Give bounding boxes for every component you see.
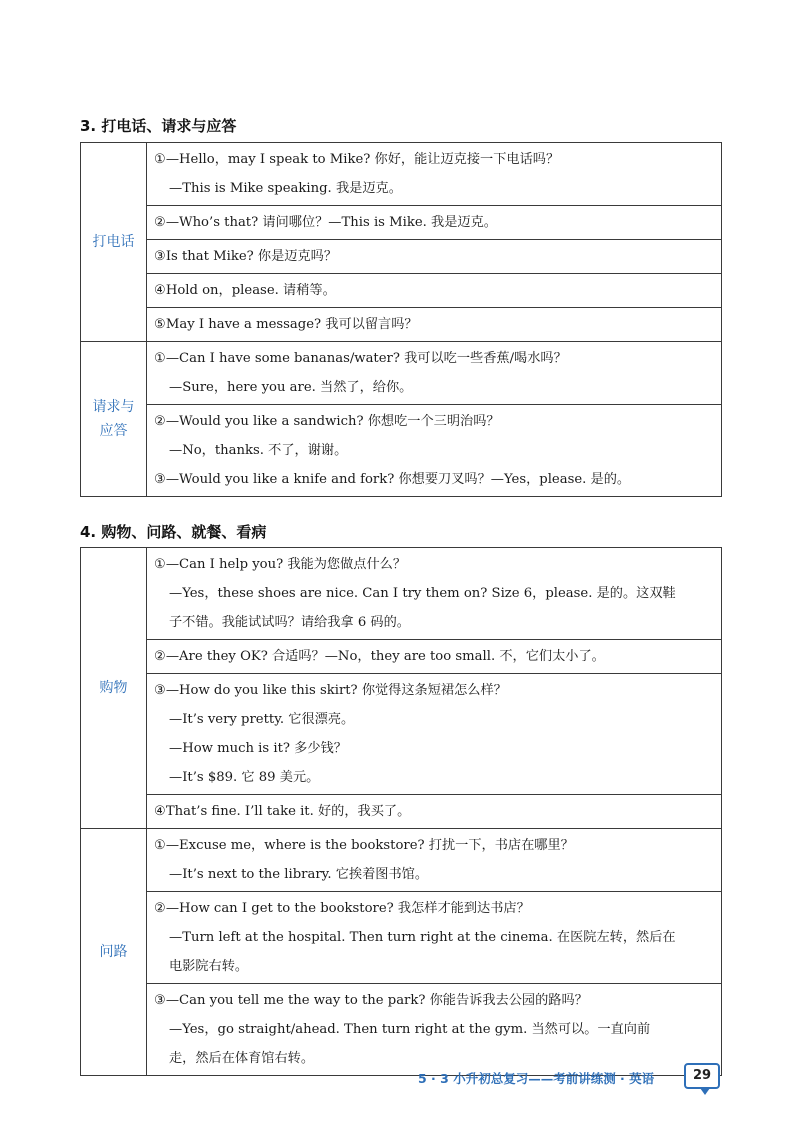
dialogue-line: ①—Can I have some bananas/water? 我可以吃一些香蕉/喝水吗？ (154, 351, 567, 366)
table-row (81, 548, 722, 640)
dialogue-line: ①—Excuse me，where is the bookstore? 打扰一下，书店在哪里？ (154, 838, 574, 853)
table-row (81, 240, 722, 274)
dialogue-line: ②—How can I get to the bookstore? 我怎样才能到达书店？ (154, 901, 530, 916)
category-phone-call: 打电话 (81, 143, 147, 342)
dialogue-line: 子不错。我能试试吗？请给我拿 6 码的。 (169, 615, 410, 630)
table-row (81, 405, 722, 497)
list-item (147, 308, 722, 342)
list-item (147, 405, 722, 497)
dialogue-line: ⑤May I have a message? 我可以留言吗？ (154, 317, 418, 332)
dialogue-line: 走，然后在体育馆右转。 (169, 1051, 315, 1066)
category-shopping: 购物 (81, 548, 147, 829)
dialogue-line: ②—Would you like a sandwich? 你想吃一个三明治吗？ (154, 414, 500, 429)
table-row (81, 795, 722, 829)
list-item (147, 206, 722, 240)
list-item (147, 640, 722, 674)
list-item (147, 795, 722, 829)
dialogue-line: —Yes，go straight/ahead. Then turn right at the gym. 当然可以。一直向前 (169, 1022, 651, 1037)
dialogue-line: —It’s $89. 它 89 美元。 (169, 770, 320, 785)
table-row (81, 640, 722, 674)
dialogue-line: 电影院右转。 (169, 959, 249, 974)
list-item (147, 829, 722, 892)
page-badge-tail (700, 1088, 710, 1095)
section-3-title: 3. 打电话、请求与应答 (80, 117, 237, 135)
section-4-title: 4. 购物、问路、就餐、看病 (80, 523, 267, 541)
list-item (147, 143, 722, 206)
category-request-response (81, 342, 147, 497)
list-item (147, 274, 722, 308)
dialogue-line: ③Is that Mike? 你是迈克吗？ (154, 249, 338, 264)
dialogue-line: ③—Would you like a knife and fork? 你想要刀叉吗？—Yes，please. 是的。 (154, 472, 631, 487)
dialogue-line: —How much is it? 多少钱？ (169, 741, 347, 756)
table-row (81, 308, 722, 342)
list-item (147, 892, 722, 984)
dialogue-line: —Sure，here you are. 当然了，给你。 (169, 380, 413, 395)
table-row (81, 984, 722, 1076)
list-item (147, 342, 722, 405)
table-row (81, 829, 722, 892)
category-label-line: 应答 (99, 423, 128, 439)
dialogue-line: —Turn left at the hospital. Then turn right at the cinema. 在医院左转，然后在 (169, 930, 676, 945)
table-row (81, 892, 722, 984)
table-row (81, 206, 722, 240)
list-item (147, 240, 722, 274)
dialogue-line: —Yes，these shoes are nice. Can I try them on? Size 6，please. 是的。这双鞋 (169, 586, 676, 601)
dialogue-line: —It’s very pretty. 它很漂亮。 (169, 712, 355, 727)
category-label-line: 请求与 (92, 399, 135, 415)
page-number: 29 (684, 1063, 720, 1089)
table-row (81, 342, 722, 405)
dialogue-line: ①—Can I help you? 我能为您做点什么？ (154, 557, 407, 572)
dialogue-line: ③—Can you tell me the way to the park? 你能告诉我去公园的路吗？ (154, 993, 588, 1008)
category-asking-directions: 问路 (81, 829, 147, 1076)
list-item (147, 548, 722, 640)
footer-book-title: 5 · 3 小升初总复习——考前讲练测 · 英语 (418, 1071, 655, 1086)
list-item (147, 984, 722, 1076)
dialogue-line: —It’s next to the library. 它挨着图书馆。 (169, 867, 429, 882)
dialogue-line: ④That’s fine. I’ll take it. 好的，我买了。 (154, 804, 411, 819)
list-item (147, 674, 722, 795)
dialogue-line: ③—How do you like this skirt? 你觉得这条短裙怎么样？ (154, 683, 507, 698)
dialogue-line: ②—Are they OK? 合适吗？—No，they are too small. 不，它们太小了。 (154, 649, 605, 664)
phone-request-table (80, 142, 722, 497)
dialogue-line: ②—Who’s that? 请问哪位？—This is Mike. 我是迈克。 (154, 215, 497, 230)
dialogue-line: —This is Mike speaking. 我是迈克。 (169, 181, 402, 196)
dialogue-line: ①—Hello，may I speak to Mike? 你好，能让迈克接一下电话吗？ (154, 152, 560, 167)
shopping-directions-table (80, 547, 722, 1076)
table-row (81, 674, 722, 795)
table-row (81, 274, 722, 308)
dialogue-line: ④Hold on，please. 请稍等。 (154, 283, 336, 298)
table-row (81, 143, 722, 206)
dialogue-line: —No，thanks. 不了，谢谢。 (169, 443, 348, 458)
